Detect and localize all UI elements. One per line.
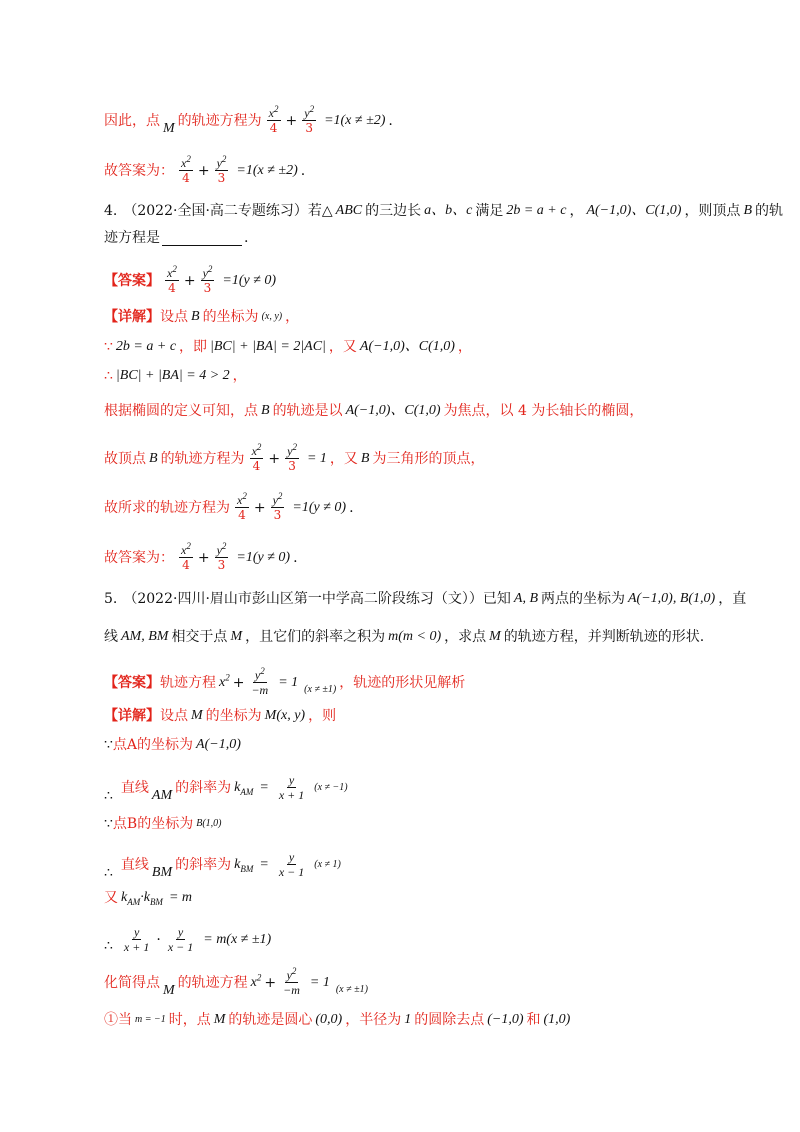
text: 满足 (475, 203, 504, 219)
text: ， (232, 368, 247, 384)
fraction: $\frac{y^2}{3}$ (216, 154, 227, 185)
math: A(−1,0)、C(1,0) (345, 403, 441, 418)
answer-label: 【答案】 (104, 674, 160, 691)
text: 的斜率为 (175, 856, 232, 873)
text: 故所求的轨迹方程为 (104, 499, 230, 516)
text: 的轨迹方程，并判断轨迹的形状. (503, 629, 705, 645)
math: B (261, 403, 270, 418)
fraction: $\frac{y}{x + 1}$ (123, 925, 150, 954)
text: 根据椭圆的定义可知，点 (104, 403, 258, 419)
detail-label: 【详解】 (104, 309, 160, 325)
case-1-line (104, 1010, 573, 1030)
math: B(1,0) (196, 818, 222, 829)
text: ，即 (179, 339, 208, 355)
equation: = 1 (278, 674, 299, 690)
fraction: $\frac{y^2}{3}$ (272, 491, 283, 522)
math: AM, BM (121, 629, 169, 644)
math: M (489, 629, 501, 644)
question-number: 4. (104, 203, 118, 219)
fraction: $\frac{y^2}{-m}$ (283, 966, 300, 997)
text: 化简得点 (104, 974, 160, 991)
fraction: $\frac{y^2}{3}$ (202, 264, 213, 295)
text: ，求点 (444, 629, 487, 645)
math: a、b、c (424, 203, 473, 218)
answer-blank (162, 231, 242, 246)
math: A(−1,0), B(1,0) (628, 591, 716, 606)
math: M(x, y) (264, 708, 306, 723)
math: M (230, 629, 243, 644)
text: . (300, 162, 306, 179)
point-m: M (163, 120, 175, 136)
answer-label: 【答案】 (104, 272, 160, 289)
text: （2022·四川·眉山市彭山区第一中学高二阶段练习（文））已知 (123, 591, 511, 607)
equation: =1(x ≠ ±2) (236, 162, 298, 178)
equation: =1(x ≠ ±2) (324, 112, 386, 128)
math: |BC| + |BA| = 4 > 2 (115, 368, 230, 383)
fraction-product-line: ∴ $\frac{y}{x + 1}$ · $\frac{y}{x - 1}$ = m(x ≠ ±1) (104, 925, 272, 954)
fraction: $\frac{y}{x + 1}$ (278, 773, 305, 802)
therefore-symbol: ∴ (104, 368, 113, 384)
math: A(−1,0) (196, 737, 241, 752)
math: (x ≠ 1) (314, 858, 341, 870)
text: ，又 (329, 450, 358, 467)
text: 时，点 (168, 1012, 211, 1028)
detail-4 (104, 307, 299, 327)
definition-line (104, 401, 643, 421)
equation: = 1 (309, 974, 330, 990)
math: |BC| + |BA| = 2|AC| (210, 339, 326, 354)
text: . (349, 499, 354, 516)
fraction: $\frac{x^2}{4}$ (181, 541, 191, 572)
fraction: $\frac{y}{x - 1}$ (278, 850, 305, 879)
math: B (149, 450, 158, 466)
product-line: 又 $k_{AM}\cdot k_{BM}$ = m (104, 890, 192, 907)
text: 故顶点 (104, 450, 146, 467)
equation: =1(y ≠ 0) (222, 272, 277, 288)
math: AM (151, 787, 173, 803)
question-5-line-1 (104, 589, 746, 609)
fraction: $\frac{y^2}{3}$ (287, 442, 297, 473)
math: = m(x ≠ ±1) (203, 931, 272, 947)
fraction: $\frac{y}{x - 1}$ (167, 925, 194, 954)
text: 为焦点，以 4 为长轴长的椭圆， (443, 403, 644, 419)
text: 故答案为： (104, 162, 174, 179)
equation: = 1 (306, 450, 327, 466)
question-4-line-1 (104, 201, 783, 221)
math: 1 (404, 1012, 412, 1027)
conclusion-line: 因此，点 M 的轨迹方程为 $\frac{x^2}{4}$ + $\frac{y^2}{3}$ =1(x ≠ ±2) . (104, 106, 393, 135)
fraction: $\frac{x^2}{4}$ (167, 264, 177, 295)
text: 的坐标为 (205, 708, 262, 724)
math: (x ≠ ±1) (304, 683, 337, 695)
text: 两点的坐标为 (541, 591, 625, 607)
math: ABC (335, 203, 363, 218)
point-b-line (104, 814, 225, 834)
text: ， (285, 309, 300, 325)
math: B (743, 203, 752, 218)
fraction: $\frac{y^2}{-m}$ (251, 666, 269, 697)
because-symbol: ∵ (104, 816, 113, 832)
text: ，半径为 (345, 1012, 402, 1028)
text: 的轨 (755, 203, 783, 219)
text: 直线 (120, 856, 149, 873)
answer-line: 故答案为： $\frac{x^2}{4}$ + $\frac{y^2}{3}$ =1(x ≠ ±2) . (104, 154, 306, 185)
fraction: $\frac{x^2}{4}$ (237, 491, 247, 522)
text: 又 (104, 890, 118, 906)
math: (−1,0) (487, 1012, 524, 1027)
slope-am-line: ∴ 直线 AM 的斜率为 $k_{AM}$ = $\frac{y}{x + 1}$ (x ≠ −1) (104, 773, 348, 804)
text: 的轨迹方程 (177, 974, 248, 991)
text: 直线 (120, 779, 149, 796)
because-symbol: ∵ (104, 737, 113, 753)
text: 迹方程是 (104, 230, 160, 246)
text: （2022·全国·高二专题练习）若△ (123, 203, 333, 219)
text: 的圆除去点 (414, 1012, 485, 1028)
therefore-line (104, 366, 247, 386)
text: 因此，点 (104, 112, 160, 129)
answer-4: 【答案】 $\frac{x^2}{4}$ + $\frac{y^2}{3}$ =1(y ≠ 0) (104, 264, 277, 295)
math: B (360, 450, 370, 466)
text: ，直 (718, 591, 747, 607)
text: 和 (526, 1012, 541, 1028)
math: m = −1 (135, 1014, 166, 1025)
question-4-line-2 (104, 228, 248, 248)
text: ， (569, 203, 584, 219)
math: B (191, 309, 200, 324)
therefore-symbol: ∴ (104, 864, 113, 881)
answer-4-b: 故答案为： $\frac{x^2}{4}$ + $\frac{y^2}{3}$ =1(y ≠ 0) . (104, 541, 298, 572)
text: 轨迹方程 (160, 674, 216, 691)
answer-5: 【答案】 轨迹方程 $x^2$ + $\frac{y^2}{-m}$ = 1 (x ≠ ±1) ，轨迹的形状见解析 (104, 668, 465, 697)
math: M (213, 1012, 226, 1027)
text: ，则顶点 (684, 203, 741, 219)
text: . (244, 230, 249, 246)
math: M (163, 982, 175, 998)
text: 设点 (160, 708, 188, 724)
math: BM (151, 864, 173, 880)
text: . (293, 549, 298, 566)
math: (0,0) (315, 1012, 343, 1027)
fraction: $\frac{y^2}{3}$ (216, 541, 227, 572)
math: (x ≠ ±1) (335, 983, 368, 995)
math: M (191, 708, 203, 723)
math: (x, y) (261, 311, 283, 322)
text: ，则 (308, 708, 337, 724)
text: 的坐标为 (202, 309, 259, 325)
vertex-line: 故顶点 B 的轨迹方程为 $\frac{x^2}{4}$ + $\frac{y^2}{3}$ = 1 ，又 B 为三角形的顶点， (104, 442, 485, 473)
therefore-symbol: ∴ (104, 937, 113, 954)
simplified-line: 化简得点 M 的轨迹方程 $x^2$ + $\frac{y^2}{-m}$ = 1 (x ≠ ±1) (104, 968, 371, 997)
text: 的轨迹方程为 (177, 112, 262, 129)
detail-5 (104, 706, 336, 726)
text: 为三角形的顶点， (372, 450, 485, 467)
question-number: 5. (104, 591, 118, 607)
text: ，轨迹的形状见解析 (339, 674, 466, 691)
math: A(−1,0)、C(1,0) (359, 339, 455, 354)
sought-line: 故所求的轨迹方程为 $\frac{x^2}{4}$ + $\frac{y^2}{3}$ =1(y ≠ 0) . (104, 491, 354, 522)
text: 的轨迹是以 (272, 403, 343, 419)
question-5-line-2 (104, 627, 704, 647)
fraction: $\frac{y^2}{3}$ (304, 104, 315, 135)
text: . (388, 112, 393, 129)
fraction: $\frac{x^2}{4}$ (251, 442, 262, 473)
because-line (104, 337, 472, 357)
text: 相交于点 (171, 629, 228, 645)
because-symbol: ∵ (104, 339, 113, 355)
text: ，又 (328, 339, 357, 355)
math: = m (168, 890, 192, 905)
slope-bm-line: ∴ 直线 BM 的斜率为 $k_{BM}$ = $\frac{y}{x - 1}$ (x ≠ 1) (104, 850, 341, 881)
text: 的轨迹方程为 (160, 450, 245, 467)
fraction: $\frac{x^2}{4}$ (268, 104, 279, 135)
text: 故答案为： (104, 549, 174, 566)
math: 2b = a + c (115, 339, 177, 354)
math: (x ≠ −1) (314, 781, 348, 793)
text: 点A的坐标为 (112, 737, 194, 753)
math: 2b = a + c (506, 203, 567, 218)
math: A, B (513, 591, 538, 606)
text: 设点 (160, 309, 188, 325)
math: (1,0) (543, 1012, 571, 1027)
text: 点B的坐标为 (112, 816, 194, 832)
text: 线 (104, 629, 118, 645)
text: 的三边长 (365, 203, 422, 219)
math: A(−1,0)、C(1,0) (586, 203, 682, 218)
fraction: $\frac{x^2}{4}$ (181, 154, 191, 185)
text: 的轨迹是圆心 (228, 1012, 313, 1028)
math: m(m < 0) (388, 629, 442, 644)
equation: =1(y ≠ 0) (292, 499, 347, 515)
equation: =1(y ≠ 0) (236, 549, 291, 565)
therefore-symbol: ∴ (104, 787, 113, 804)
text: ，且它们的斜率之积为 (245, 629, 386, 645)
text: ， (457, 339, 472, 355)
text: 的斜率为 (175, 779, 232, 796)
point-a-line (104, 735, 244, 755)
detail-label: 【详解】 (104, 708, 160, 724)
text: ①当 (104, 1012, 132, 1028)
